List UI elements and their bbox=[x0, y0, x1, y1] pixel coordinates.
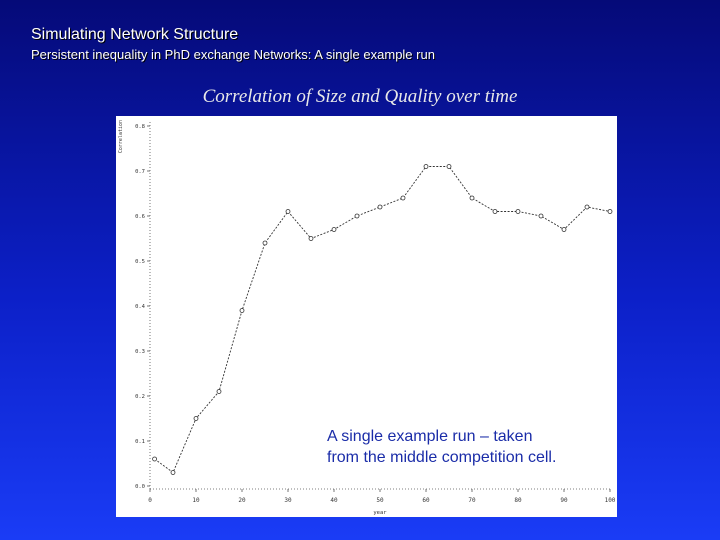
y-axis-label: Correlation bbox=[118, 120, 124, 154]
y-tick-label: 0.4 bbox=[135, 304, 145, 310]
data-point bbox=[263, 241, 267, 245]
slide-subtitle: Persistent inequality in PhD exchange Networks: A single example run bbox=[31, 47, 435, 62]
y-tick-label: 0.7 bbox=[135, 169, 145, 175]
y-tick-label: 0.5 bbox=[135, 259, 145, 265]
data-point bbox=[309, 237, 313, 241]
y-tick-label: 0.0 bbox=[135, 484, 145, 490]
x-tick-label: 0 bbox=[148, 497, 152, 504]
data-point bbox=[562, 228, 566, 232]
x-tick-label: 50 bbox=[376, 497, 384, 504]
y-tick-label: 0.1 bbox=[135, 439, 145, 445]
y-tick-label: 0.6 bbox=[135, 214, 145, 220]
chart-annotation: A single example run – taken from the middle competition cell. bbox=[327, 428, 557, 466]
x-tick-label: 60 bbox=[422, 497, 430, 504]
data-point bbox=[153, 457, 157, 461]
data-point bbox=[493, 210, 497, 214]
x-tick-label: 20 bbox=[238, 497, 246, 504]
data-point bbox=[539, 214, 543, 218]
x-axis-label: year bbox=[373, 510, 387, 516]
x-tick-label: 10 bbox=[192, 497, 200, 504]
data-point bbox=[608, 210, 612, 214]
chart-panel bbox=[116, 116, 617, 517]
data-point bbox=[585, 205, 589, 209]
x-tick-label: 70 bbox=[468, 497, 476, 504]
slide-title: Simulating Network Structure bbox=[31, 26, 239, 43]
data-point bbox=[401, 196, 405, 200]
x-tick-label: 30 bbox=[284, 497, 292, 504]
data-point bbox=[447, 165, 451, 169]
x-tick-label: 40 bbox=[330, 497, 338, 504]
data-point bbox=[516, 210, 520, 214]
data-point bbox=[240, 309, 244, 313]
data-point bbox=[171, 471, 175, 475]
y-tick-label: 0.2 bbox=[135, 394, 145, 400]
y-tick-label: 0.8 bbox=[135, 124, 145, 130]
data-point bbox=[286, 210, 290, 214]
x-tick-label: 90 bbox=[560, 497, 568, 504]
data-point bbox=[355, 214, 359, 218]
chart-heading: Correlation of Size and Quality over time bbox=[202, 86, 518, 107]
y-tick-label: 0.3 bbox=[135, 349, 145, 355]
data-point bbox=[332, 228, 336, 232]
x-tick-label: 80 bbox=[514, 497, 522, 504]
x-tick-label: 100 bbox=[604, 497, 616, 504]
data-point bbox=[470, 196, 474, 200]
data-point bbox=[424, 165, 428, 169]
data-point bbox=[217, 390, 221, 394]
data-point bbox=[194, 417, 198, 421]
data-point bbox=[378, 205, 382, 209]
